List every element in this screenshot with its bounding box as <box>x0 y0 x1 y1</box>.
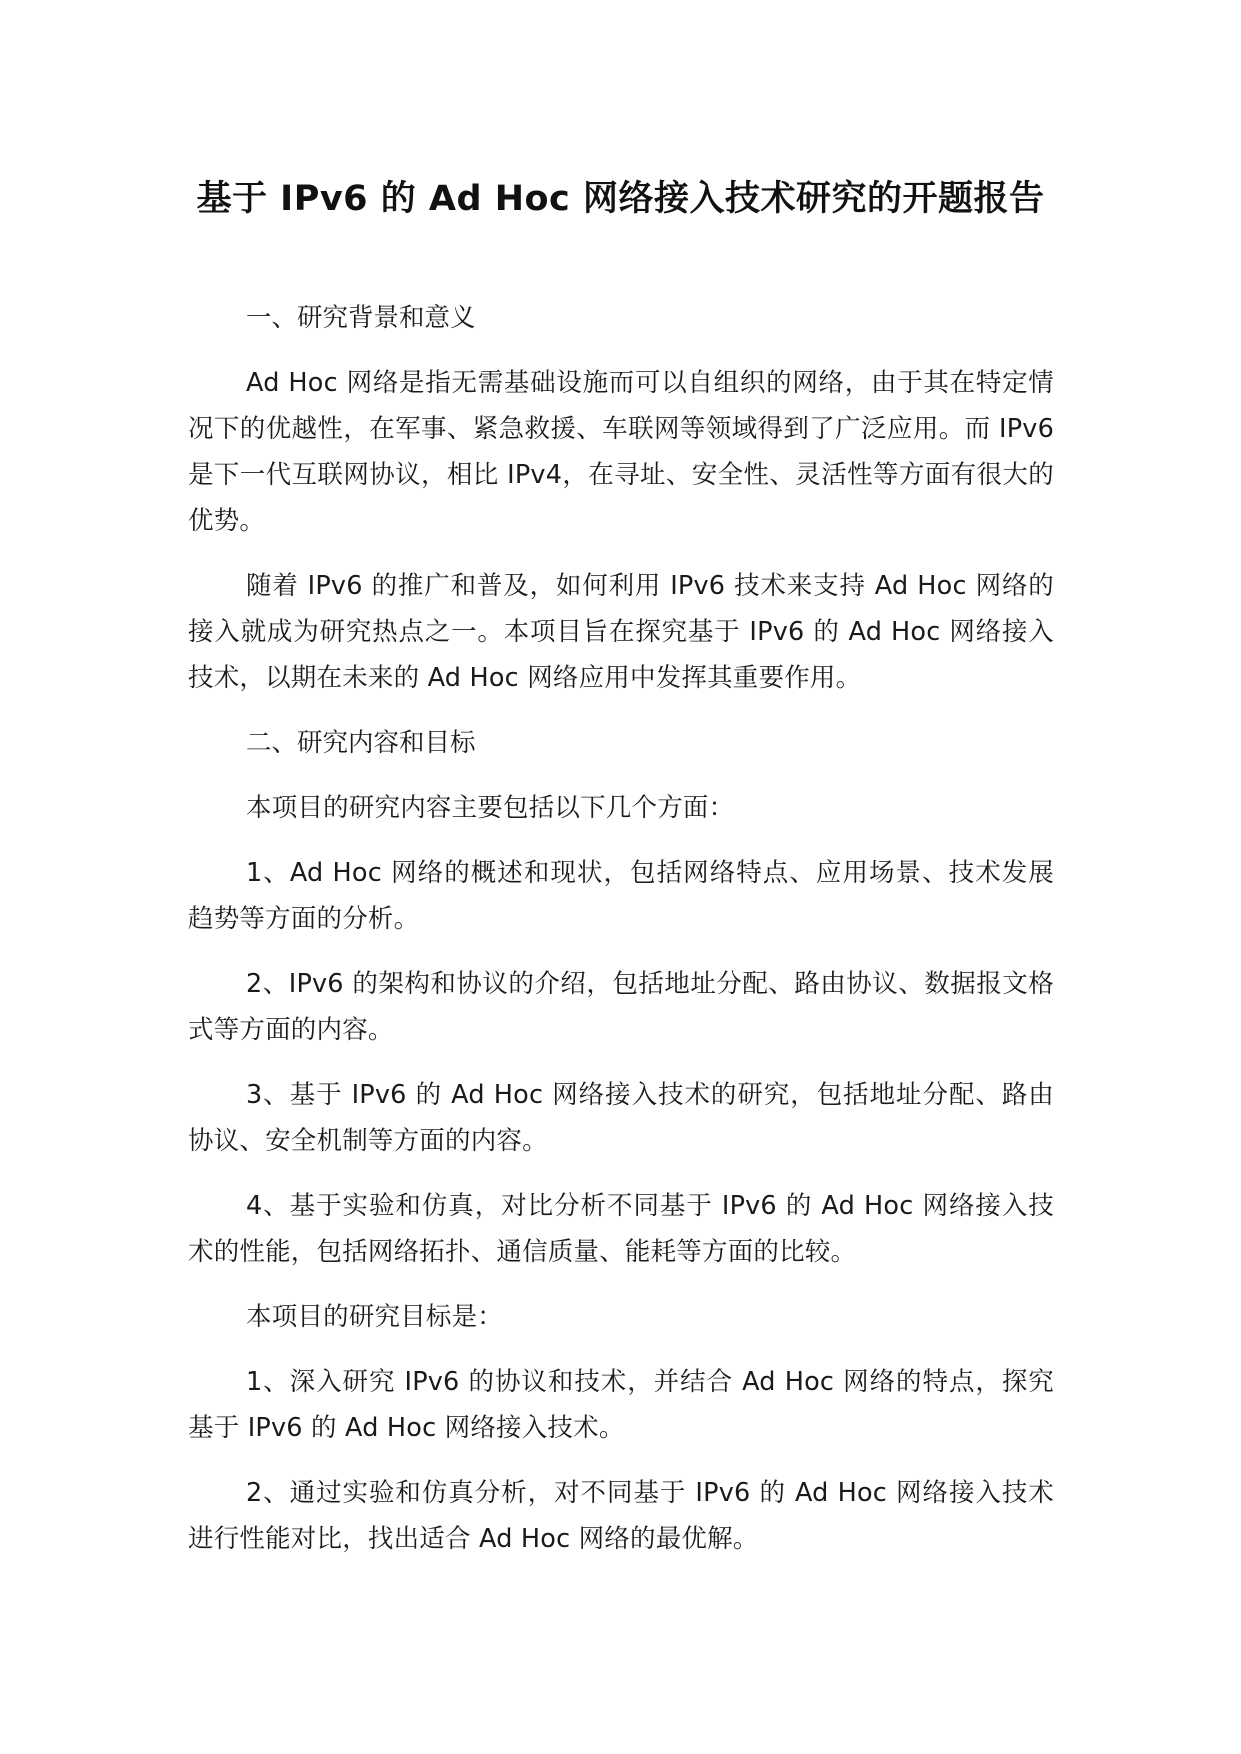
section-heading-content: 二、研究内容和目标 <box>246 728 476 758</box>
content-item-2: 2、IPv6 的架构和协议的介绍，包括地址分配、路由协议、数据报文格式等方面的内容。 <box>188 969 1054 1045</box>
content-item-1: 1、Ad Hoc 网络的概述和现状，包括网络特点、应用场景、技术发展趋势等方面的分析。 <box>188 858 1054 934</box>
document-body <box>188 295 1054 1581</box>
goal-item-1: 1、深入研究 IPv6 的协议和技术，并结合 Ad Hoc 网络的特点，探究基于 IPv6 的 Ad Hoc 网络接入技术。 <box>188 1367 1054 1443</box>
paragraph-goals-intro: 本项目的研究目标是： <box>246 1302 504 1332</box>
paragraph-content-intro: 本项目的研究内容主要包括以下几个方面： <box>246 793 735 823</box>
section-heading-background: 一、研究背景和意义 <box>246 303 476 333</box>
content-item-3: 3、基于 IPv6 的 Ad Hoc 网络接入技术的研究，包括地址分配、路由协议、安全机制等方面的内容。 <box>188 1080 1054 1156</box>
paragraph-background-2: 随着 IPv6 的推广和普及，如何利用 IPv6 技术来支持 Ad Hoc 网络的接入就成为研究热点之一。本项目旨在探究基于 IPv6 的 Ad Hoc 网络接入技术，以期在未来的 Ad Hoc 网络应用中发挥其重要作用。 <box>188 571 1054 693</box>
goal-item-2: 2、通过实验和仿真分析，对不同基于 IPv6 的 Ad Hoc 网络接入技术进行性能对比，找出适合 Ad Hoc 网络的最优解。 <box>188 1478 1054 1554</box>
document-title: 基于 IPv6 的 Ad Hoc 网络接入技术研究的开题报告 <box>196 179 1045 219</box>
content-item-4: 4、基于实验和仿真，对比分析不同基于 IPv6 的 Ad Hoc 网络接入技术的性能，包括网络拓扑、通信质量、能耗等方面的比较。 <box>188 1191 1054 1267</box>
paragraph-background-1: Ad Hoc 网络是指无需基础设施而可以自组织的网络，由于其在特定情况下的优越性，在军事、紧急救援、车联网等领域得到了广泛应用。而 IPv6 是下一代互联网协议，相比 IPv4，在寻址、安全性、灵活性等方面有很大的优势。 <box>188 368 1054 536</box>
